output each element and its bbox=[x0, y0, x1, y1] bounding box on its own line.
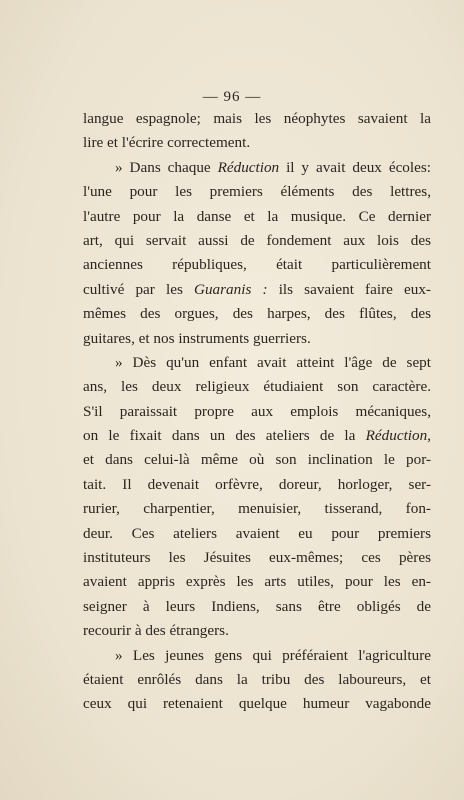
text-line bbox=[83, 595, 431, 619]
text-line bbox=[83, 448, 431, 472]
italic-word: Réduction bbox=[365, 427, 428, 445]
text-line bbox=[83, 302, 431, 326]
text-segment: on le fixait dans un des ateliers de la bbox=[83, 427, 366, 445]
text-segment: avaient appris exprès les arts utiles, pour les en- bbox=[83, 573, 431, 591]
text-line bbox=[83, 497, 431, 521]
text-segment: guitares, et nos instruments guerriers. bbox=[83, 329, 311, 347]
text-line bbox=[83, 156, 431, 180]
text-segment: » Les jeunes gens qui préféraient l'agriculture bbox=[115, 646, 431, 664]
text-segment: rurier, charpentier, menuisier, tisserand, fon- bbox=[83, 500, 431, 518]
text-segment: lire et l'écrire correctement. bbox=[83, 134, 251, 152]
text-line bbox=[83, 131, 431, 155]
text-segment: » Dès qu'un enfant avait atteint l'âge de sept bbox=[115, 353, 431, 371]
text-segment: deur. Ces ateliers avaient eu pour premiers bbox=[83, 524, 431, 542]
page-number: — 96 — bbox=[202, 89, 262, 105]
text-line bbox=[83, 278, 431, 302]
text-segment: cultivé par les bbox=[83, 280, 194, 298]
italic-word: Guaranis : bbox=[193, 280, 268, 298]
text-segment: et dans celui-là même où son inclination le por- bbox=[83, 451, 431, 469]
text-line bbox=[83, 424, 431, 448]
text-segment: art, qui servait aussi de fondement aux lois des bbox=[83, 231, 431, 249]
text-line bbox=[83, 619, 431, 643]
text-segment: ans, les deux religieux étudiaient son caractère. bbox=[83, 378, 431, 396]
text-line bbox=[83, 327, 431, 351]
text-segment: recourir à des étrangers. bbox=[83, 622, 229, 640]
text-segment: » Dans chaque bbox=[115, 158, 218, 176]
text-segment: tait. Il devenait orfèvre, doreur, horloger, ser- bbox=[83, 475, 431, 493]
text-line bbox=[83, 644, 431, 668]
text-line bbox=[83, 546, 431, 570]
text-line bbox=[83, 522, 431, 546]
text-segment: S'il paraissait propre aux emplois mécaniques, bbox=[83, 402, 431, 420]
text-line bbox=[83, 180, 431, 204]
text-line bbox=[83, 668, 431, 692]
body-text bbox=[83, 107, 431, 717]
text-segment: l'autre pour la danse et la musique. Ce dernier bbox=[83, 207, 431, 225]
text-segment: ils savaient faire eux- bbox=[267, 280, 431, 298]
text-segment: ceux qui retenaient quelque humeur vagabonde bbox=[83, 695, 431, 713]
text-segment: étaient enrôlés dans la tribu des laboureurs, et bbox=[83, 670, 431, 688]
text-line bbox=[83, 692, 431, 716]
text-line bbox=[83, 205, 431, 229]
text-segment: il y avait deux écoles: bbox=[279, 158, 431, 176]
text-line bbox=[83, 229, 431, 253]
text-line bbox=[83, 107, 431, 131]
text-segment: anciennes républiques, était particulièrement bbox=[83, 256, 431, 274]
text-segment: , bbox=[427, 427, 431, 445]
italic-word: Réduction bbox=[217, 158, 280, 176]
text-line bbox=[83, 253, 431, 277]
text-line bbox=[83, 351, 431, 375]
text-line bbox=[83, 400, 431, 424]
text-segment: langue espagnole; mais les néophytes savaient la bbox=[83, 110, 431, 127]
text-line bbox=[83, 473, 431, 497]
text-segment: seigner à leurs Indiens, sans être obligés de bbox=[83, 597, 431, 615]
text-line bbox=[83, 570, 431, 594]
text-line bbox=[83, 375, 431, 399]
text-segment: instituteurs les Jésuites eux-mêmes; ces pères bbox=[83, 549, 431, 567]
text-segment: l'une pour les premiers éléments des lettres, bbox=[83, 183, 431, 201]
text-segment: mêmes des orgues, des harpes, des flûtes, des bbox=[83, 305, 431, 323]
